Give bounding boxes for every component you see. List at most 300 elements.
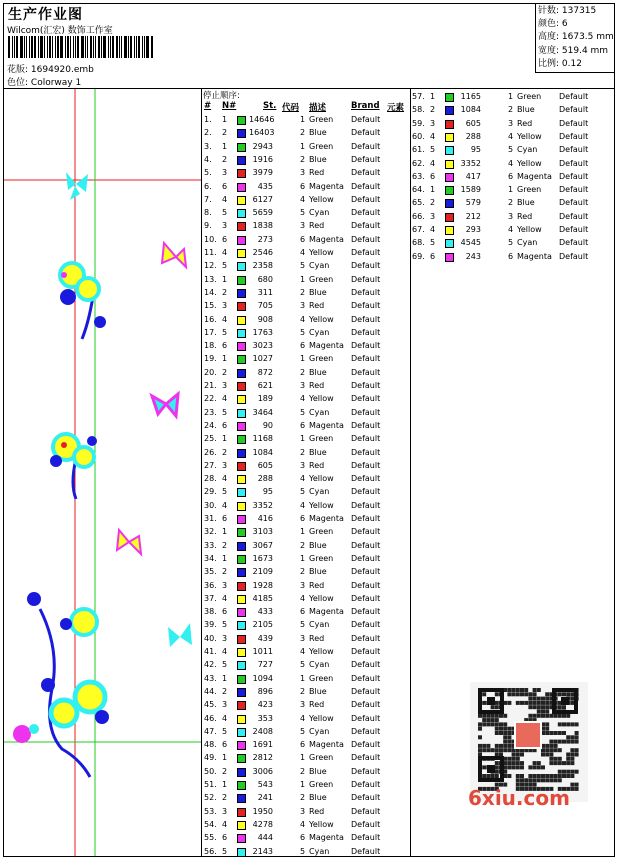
row-code: 3 (300, 806, 306, 816)
qr-module (507, 748, 511, 752)
qr-module (512, 757, 516, 761)
qr-module (554, 778, 558, 782)
qr-module (524, 692, 528, 696)
qr-module (537, 710, 541, 714)
row-brand: Default (351, 713, 381, 723)
row-needle: 5 (222, 327, 228, 337)
row-needle: 1 (430, 92, 436, 101)
qr-module (516, 692, 520, 696)
row-stitches: 605 (465, 118, 481, 128)
row-needle: 2 (430, 105, 436, 115)
row-code: 6 (300, 514, 306, 523)
row-code: 4 (508, 158, 514, 168)
row-stitches: 353 (257, 713, 273, 723)
qr-module (503, 727, 507, 731)
row-stitches: 3352 (460, 158, 481, 168)
row-index: 62. (412, 158, 425, 168)
qr-module (478, 727, 482, 731)
row-description: Magenta (309, 514, 344, 523)
qr-module (486, 722, 490, 726)
barcode-bar (112, 36, 114, 58)
design-stats (538, 5, 614, 71)
color-swatch (445, 106, 454, 115)
qr-module (520, 774, 524, 778)
row-stitches: 2109 (252, 567, 273, 577)
row-stitches: 1168 (252, 434, 273, 444)
row-index: 67. (412, 225, 425, 234)
row-needle: 1 (222, 115, 228, 124)
color-swatch (237, 754, 246, 763)
row-stitches: 1011 (252, 647, 273, 656)
table-row (412, 212, 612, 225)
qr-module (524, 688, 528, 692)
color-swatch (237, 808, 246, 817)
row-stitches: 1950 (252, 806, 273, 816)
table-row (204, 620, 404, 633)
row-description: Red (309, 806, 325, 816)
row-brand: Default (351, 261, 381, 271)
row-description: Cyan (517, 145, 538, 155)
row-description: Yellow (309, 194, 334, 204)
row-index: 55. (204, 833, 217, 843)
row-brand: Default (351, 460, 381, 470)
table-row (412, 238, 612, 251)
row-stitches: 872 (257, 367, 273, 377)
row-index: 26. (204, 447, 217, 457)
color-swatch (237, 342, 246, 351)
qr-module (503, 735, 507, 739)
row-index: 23. (204, 407, 217, 417)
qr-module (541, 765, 545, 769)
row-index: 65. (412, 198, 425, 208)
row-brand: Default (351, 314, 381, 324)
color-swatch (237, 236, 246, 245)
row-brand: Default (351, 208, 381, 218)
row-stitches: 3006 (252, 766, 273, 776)
row-index: 12. (204, 261, 217, 271)
row-code: 5 (300, 407, 306, 417)
qr-module (562, 722, 566, 726)
row-needle: 6 (222, 514, 228, 523)
qr-module (499, 744, 503, 748)
color-swatch (237, 635, 246, 644)
row-needle: 6 (222, 420, 228, 430)
row-needle: 5 (222, 660, 228, 670)
row-needle: 3 (222, 301, 228, 311)
qr-module (495, 714, 499, 718)
row-code: 5 (300, 208, 306, 218)
qr-module (570, 774, 574, 778)
row-needle: 2 (222, 766, 228, 776)
design-divider (201, 88, 202, 857)
row-brand: Default (351, 819, 381, 829)
row-code: 4 (300, 593, 306, 603)
color-swatch (237, 781, 246, 790)
row-description: Green (309, 780, 334, 789)
row-index: 46. (204, 713, 217, 723)
butterfly-cyan-bottom (168, 623, 192, 647)
color-swatch (237, 302, 246, 311)
barcode-bar (14, 36, 15, 58)
qr-module (478, 744, 482, 748)
stats-divider (535, 3, 536, 72)
qr-module (499, 731, 503, 735)
row-code: 5 (300, 487, 306, 497)
row-needle: 3 (222, 221, 228, 231)
qr-module (495, 722, 499, 726)
row-needle: 3 (430, 118, 436, 128)
qr-module (541, 714, 545, 718)
qr-module (507, 740, 511, 744)
row-needle: 4 (430, 131, 436, 141)
qr-module (575, 748, 579, 752)
qr-module (575, 783, 579, 787)
row-code: 5 (300, 660, 306, 670)
qr-module (482, 722, 486, 726)
row-index: 17. (204, 327, 217, 337)
qr-module (512, 692, 516, 696)
barcode-bar (108, 36, 109, 58)
row-code: 6 (300, 234, 306, 244)
row-code: 6 (508, 171, 514, 181)
row-index: 53. (204, 806, 217, 816)
row-stitches: 189 (257, 394, 273, 404)
qr-module (570, 748, 574, 752)
barcode-bar (103, 36, 106, 58)
color-swatch (237, 369, 246, 378)
row-code: 3 (300, 580, 306, 590)
row-needle: 1 (222, 753, 228, 763)
row-needle: 6 (222, 740, 228, 750)
table-divider (410, 88, 411, 857)
qr-module (570, 757, 574, 761)
color-swatch (445, 120, 454, 129)
row-description: Red (309, 700, 325, 710)
row-code: 5 (300, 726, 306, 736)
qr-module (562, 731, 566, 735)
row-description: Blue (309, 128, 327, 138)
row-stitches: 1165 (460, 92, 481, 101)
row-code: 2 (300, 793, 306, 803)
row-code: 5 (508, 238, 514, 248)
row-stitches: 680 (257, 274, 273, 284)
table-row (204, 301, 404, 314)
qr-module (499, 727, 503, 731)
barcode-bar (49, 36, 51, 58)
qr-module (528, 778, 532, 782)
row-brand: Default (559, 185, 589, 195)
row-index: 1. (204, 115, 212, 124)
qr-module (491, 705, 495, 709)
barcode-bar (93, 36, 94, 58)
qr-module (495, 765, 499, 769)
color-swatch (237, 715, 246, 724)
qr-module (545, 722, 549, 726)
row-code: 4 (300, 819, 306, 829)
row-description: Red (309, 381, 325, 390)
color-swatch (237, 595, 246, 604)
qr-module (478, 722, 482, 726)
color-swatch (237, 395, 246, 404)
qr-module (533, 697, 537, 701)
color-swatch (237, 422, 246, 431)
row-stitches: 288 (257, 474, 273, 484)
row-brand: Default (351, 686, 381, 696)
row-needle: 5 (222, 726, 228, 736)
qr-module (524, 778, 528, 782)
row-stitches: 4278 (252, 819, 273, 829)
row-description: Cyan (309, 208, 330, 218)
color-swatch (237, 582, 246, 591)
row-code: 4 (300, 314, 306, 324)
color-swatch (237, 249, 246, 258)
table-row (204, 687, 404, 700)
row-brand: Default (351, 527, 381, 537)
row-code: 6 (300, 181, 306, 191)
barcode-bar (8, 36, 10, 58)
stat-value: 0.12 (559, 58, 582, 69)
qr-module (486, 748, 490, 752)
row-code: 1 (300, 527, 306, 537)
color-swatch (237, 355, 246, 364)
row-brand: Default (351, 181, 381, 191)
qr-module (507, 688, 511, 692)
row-stitches: 621 (257, 381, 273, 390)
qr-module (575, 753, 579, 757)
table-row (204, 142, 404, 155)
row-brand: Default (351, 274, 381, 284)
row-index: 29. (204, 487, 217, 497)
barcode-bar (116, 36, 118, 58)
table-row (204, 554, 404, 567)
row-stitches: 3979 (252, 168, 273, 178)
row-index: 63. (412, 171, 425, 181)
butterfly-cyan-top (66, 172, 88, 200)
table-row (204, 155, 404, 168)
qr-module (482, 774, 486, 778)
barcode-bar (16, 36, 18, 58)
stat-row (538, 18, 614, 31)
barcode-bar (90, 36, 92, 58)
table-row (412, 159, 612, 172)
qr-module (503, 714, 507, 718)
row-stitches: 90 (262, 420, 273, 430)
stat-value: 137315 (559, 6, 597, 16)
row-needle: 3 (222, 700, 228, 710)
row-stitches: 579 (465, 198, 481, 208)
qr-module (566, 714, 570, 718)
row-description: Yellow (517, 158, 542, 168)
row-needle: 6 (222, 181, 228, 191)
table-row (204, 408, 404, 421)
row-description: Red (309, 580, 325, 590)
row-description: Blue (309, 540, 327, 550)
row-stitches: 1084 (460, 105, 481, 115)
row-index: 4. (204, 154, 212, 164)
row-index: 61. (412, 145, 425, 155)
row-stitches: 705 (257, 301, 273, 311)
row-needle: 2 (222, 154, 228, 164)
row-index: 42. (204, 660, 217, 670)
color-swatch (237, 701, 246, 710)
qr-module (516, 757, 520, 761)
row-brand: Default (351, 593, 381, 603)
row-needle: 4 (222, 248, 228, 257)
row-index: 60. (412, 131, 425, 141)
qr-module (566, 692, 570, 696)
row-code: 6 (300, 341, 306, 351)
row-brand: Default (351, 154, 381, 164)
color-swatch (445, 186, 454, 195)
butterfly-magenta-1 (152, 394, 178, 416)
file-name: 1694920.emb (30, 65, 94, 75)
barcode-bar (110, 36, 111, 58)
barcode (8, 36, 160, 58)
qr-module (549, 757, 553, 761)
row-description: Blue (309, 793, 327, 803)
table-row (204, 660, 404, 673)
row-description: Magenta (309, 607, 344, 617)
color-swatch (445, 213, 454, 222)
row-brand: Default (351, 633, 381, 643)
barcode-bar (77, 36, 79, 58)
barcode-bar (134, 36, 135, 58)
color-swatch (237, 848, 246, 857)
qr-module (507, 692, 511, 696)
color-swatch (237, 475, 246, 484)
barcode-bar (26, 36, 27, 58)
color-swatch (237, 528, 246, 537)
barcode-bar (124, 36, 127, 58)
row-stitches: 1589 (460, 185, 481, 195)
row-index: 21. (204, 381, 217, 390)
row-brand: Default (351, 234, 381, 244)
qr-module (575, 722, 579, 726)
row-brand: Default (351, 354, 381, 364)
barcode-bar (128, 36, 129, 58)
row-index: 22. (204, 394, 217, 404)
row-code: 4 (300, 713, 306, 723)
row-stitches: 3023 (252, 341, 273, 351)
table-row (204, 700, 404, 713)
stat-label: 颜色: (538, 19, 560, 30)
qr-module (575, 735, 579, 739)
qr-module (516, 688, 520, 692)
qr-module (558, 740, 562, 744)
table-row (412, 92, 612, 105)
row-code: 4 (508, 225, 514, 234)
row-index: 3. (204, 141, 212, 151)
row-brand: Default (559, 198, 589, 208)
qr-module (503, 731, 507, 735)
row-needle: 5 (222, 208, 228, 218)
table-row (204, 594, 404, 607)
row-needle: 3 (222, 806, 228, 816)
row-code: 4 (300, 500, 306, 510)
qr-module (545, 727, 549, 731)
barcode-bar (55, 36, 56, 58)
qr-module (537, 765, 541, 769)
row-brand: Default (351, 194, 381, 204)
row-description: Cyan (309, 726, 330, 736)
color-swatch (237, 688, 246, 697)
qr-module (533, 705, 537, 709)
qr-module (503, 748, 507, 752)
qr-module (486, 714, 490, 718)
color-swatch (237, 143, 246, 152)
barcode-bar (57, 36, 59, 58)
color-swatch (237, 276, 246, 285)
qr-module (512, 753, 516, 757)
row-needle: 1 (222, 141, 228, 151)
row-description: Cyan (309, 261, 330, 271)
qr-module (545, 710, 549, 714)
row-stitches: 6127 (252, 194, 273, 204)
table-row (204, 501, 404, 514)
row-code: 1 (300, 115, 306, 124)
stat-row (538, 58, 614, 71)
qr-module (558, 757, 562, 761)
table-row (204, 434, 404, 447)
row-description: Cyan (309, 407, 330, 417)
row-code: 2 (300, 367, 306, 377)
qr-module (533, 765, 537, 769)
row-code: 2 (300, 686, 306, 696)
row-index: 50. (204, 766, 217, 776)
qr-module (516, 701, 520, 705)
row-code: 4 (300, 194, 306, 204)
qr-module (520, 761, 524, 765)
stat-row (538, 5, 614, 18)
row-code: 1 (300, 141, 306, 151)
row-stitches: 212 (465, 211, 481, 221)
qr-module (545, 753, 549, 757)
row-brand: Default (559, 118, 589, 128)
qr-module (570, 753, 574, 757)
qr-module (516, 774, 520, 778)
row-stitches: 4185 (252, 593, 273, 603)
row-description: Red (309, 221, 325, 231)
row-needle: 4 (430, 158, 436, 168)
color-swatch (237, 675, 246, 684)
row-index: 40. (204, 633, 217, 643)
page-title: 生产作业图 (8, 7, 83, 23)
qr-module (545, 692, 549, 696)
butterfly-yellow-1 (162, 243, 186, 267)
qr-module (537, 778, 541, 782)
row-description: Yellow (517, 225, 542, 234)
row-description: Blue (309, 686, 327, 696)
table-row (204, 474, 404, 487)
qr-module (562, 714, 566, 718)
row-stitches: 1691 (252, 740, 273, 750)
barcode-bar (101, 36, 102, 58)
qr-module (554, 740, 558, 744)
color-swatch (237, 821, 246, 830)
color-swatch (237, 129, 246, 138)
qr-module (495, 748, 499, 752)
row-brand: Default (351, 740, 381, 750)
qr-module (495, 705, 499, 709)
row-description: Green (309, 434, 334, 444)
row-code: 6 (300, 740, 306, 750)
row-needle: 1 (222, 553, 228, 563)
row-needle: 3 (222, 633, 228, 643)
qr-module (558, 714, 562, 718)
row-stitches: 3464 (252, 407, 273, 417)
color-swatch (237, 608, 246, 617)
row-brand: Default (351, 500, 381, 510)
